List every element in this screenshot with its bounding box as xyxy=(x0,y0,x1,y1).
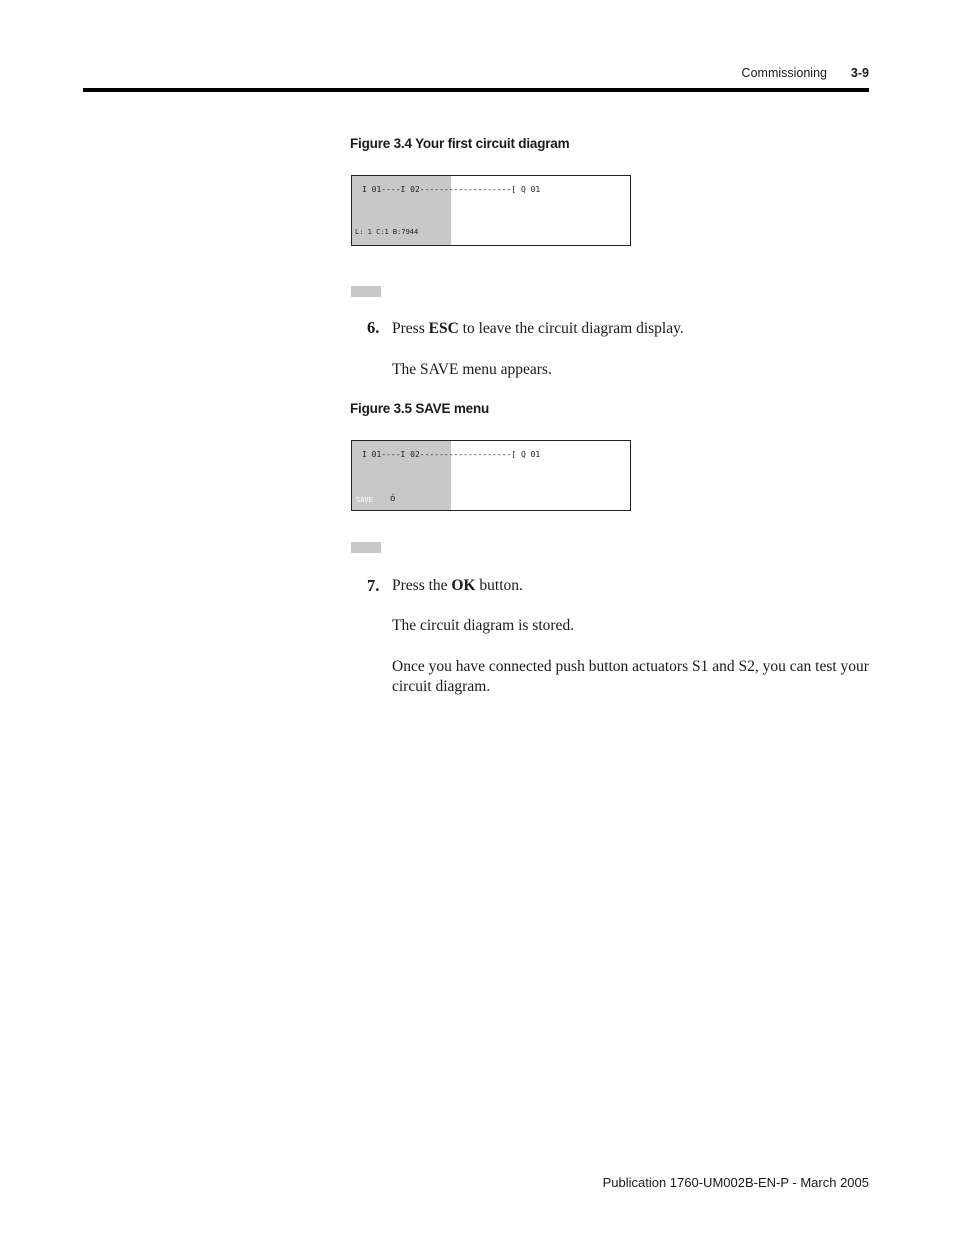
note-marker xyxy=(351,542,381,553)
lcd-save-label: SAVE xyxy=(356,496,373,504)
step-7-instruction: Press the OK button. xyxy=(392,577,523,594)
step-7-result: The circuit diagram is stored. xyxy=(392,617,575,634)
note-marker xyxy=(351,286,381,297)
figure-3-4-lcd-display xyxy=(351,175,631,246)
step-6-instruction: Press ESC to leave the circuit diagram display. xyxy=(392,320,684,337)
step-6-result: The SAVE menu appears. xyxy=(392,361,552,378)
step-7-note: Once you have connected push button actuators S1 and S2, you can test your circuit diagram. xyxy=(392,658,869,695)
publication-footer: Publication 1760-UM002B-EN-P - March 2005 xyxy=(602,1175,869,1190)
figure-3-4-caption: Figure 3.4 Your first circuit diagram xyxy=(350,136,570,151)
lcd-cursor-glyph: ó xyxy=(390,494,396,504)
figure-3-5-caption: Figure 3.5 SAVE menu xyxy=(350,401,490,416)
step-6-number: 6. xyxy=(367,318,380,337)
ok-key-label: OK xyxy=(451,577,476,594)
page-number: 3-9 xyxy=(850,66,869,80)
lcd-rung-line: I 01----I 02-------------------[ Q 01 xyxy=(362,450,541,459)
esc-key-label: ESC xyxy=(428,320,459,337)
running-header-section: Commissioning xyxy=(741,66,827,80)
lcd-status-line: L: 1 C:1 B:7944 xyxy=(355,228,419,236)
header-rule xyxy=(83,88,869,92)
figure-3-5-lcd-display xyxy=(351,440,631,511)
lcd-rung-line: I 01----I 02-------------------[ Q 01 xyxy=(362,185,541,194)
step-7-number: 7. xyxy=(367,576,380,595)
